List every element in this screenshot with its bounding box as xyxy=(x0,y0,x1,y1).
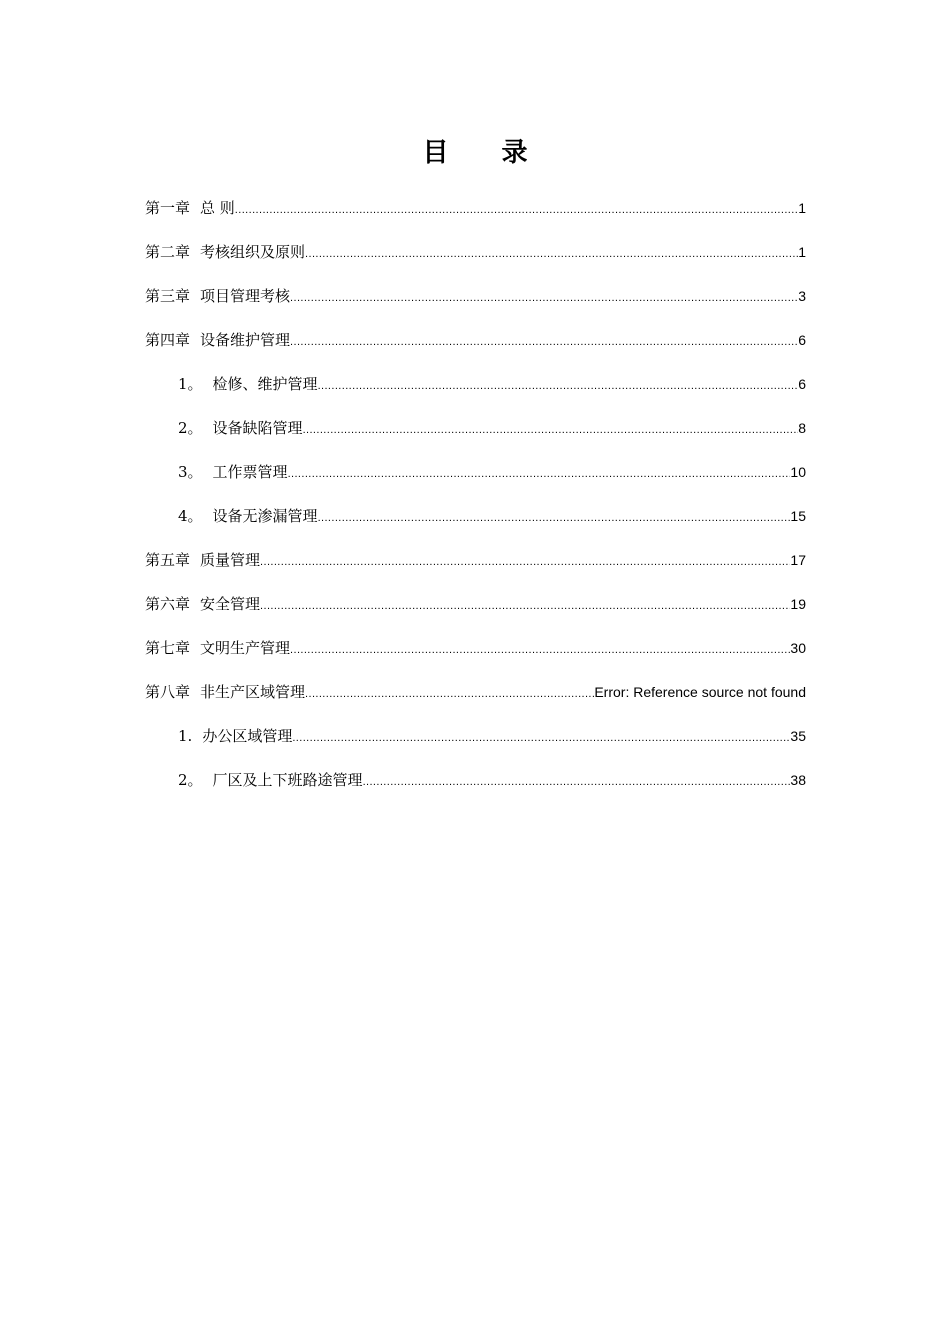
toc-dot-leader xyxy=(363,770,791,794)
toc-dot-leader xyxy=(260,594,790,618)
toc-entry-chapter-3[interactable] xyxy=(145,284,806,328)
toc-entry-title: 项目管理考核 xyxy=(200,287,291,305)
toc-entry-page: 10 xyxy=(790,464,806,480)
toc-entry-number: 第四章 xyxy=(145,331,191,349)
toc-list xyxy=(145,196,806,812)
toc-entry-page: 1 xyxy=(798,200,806,216)
toc-entry-title: 设备缺陷管理 xyxy=(212,419,303,437)
toc-entry-title: 厂区及上下班路途管理 xyxy=(212,771,363,789)
toc-entry-section-4-1[interactable] xyxy=(145,372,806,416)
toc-entry-number: 第三章 xyxy=(145,287,191,305)
toc-entry-title: 办公区域管理 xyxy=(202,727,293,745)
toc-dot-leader xyxy=(318,374,799,398)
toc-entry-title: 工作票管理 xyxy=(212,463,288,481)
toc-dot-leader xyxy=(318,506,791,530)
toc-entry-page: 17 xyxy=(790,552,806,568)
toc-entry-title: 总 则 xyxy=(200,199,235,217)
toc-dot-leader xyxy=(305,242,798,266)
toc-dot-leader xyxy=(303,418,799,442)
toc-entry-title: 质量管理 xyxy=(200,551,261,569)
toc-entry-page-error: Error: Reference source not found xyxy=(594,684,806,700)
toc-entry-number: 4。 xyxy=(178,507,203,525)
toc-entry-page: 15 xyxy=(790,508,806,524)
toc-entry-page: 38 xyxy=(790,772,806,788)
toc-entry-section-4-2[interactable] xyxy=(145,416,806,460)
toc-entry-section-8-1[interactable] xyxy=(145,724,806,768)
toc-entry-section-4-3[interactable] xyxy=(145,460,806,504)
toc-entry-page: 1 xyxy=(798,244,806,260)
toc-entry-chapter-6[interactable] xyxy=(145,592,806,636)
toc-title: 目 录 xyxy=(422,138,550,168)
toc-entry-page: 6 xyxy=(798,332,806,348)
toc-entry-title: 检修、维护管理 xyxy=(212,375,318,393)
toc-entry-number: 第七章 xyxy=(145,639,191,657)
toc-dot-leader xyxy=(290,286,798,310)
toc-entry-page: 8 xyxy=(798,420,806,436)
toc-entry-chapter-2[interactable] xyxy=(145,240,806,284)
toc-entry-chapter-7[interactable] xyxy=(145,636,806,680)
toc-entry-section-8-2[interactable] xyxy=(145,768,806,812)
toc-entry-page: 19 xyxy=(790,596,806,612)
toc-entry-chapter-1[interactable] xyxy=(145,196,806,240)
toc-entry-number: 第八章 xyxy=(145,683,191,701)
toc-entry-section-4-4[interactable] xyxy=(145,504,806,548)
toc-entry-number: 1。 xyxy=(178,375,203,393)
toc-entry-title: 考核组织及原则 xyxy=(200,243,306,261)
toc-entry-title: 文明生产管理 xyxy=(200,639,291,657)
toc-entry-number: 1. xyxy=(178,727,193,745)
toc-entry-number: 2。 xyxy=(178,771,203,789)
toc-entry-number: 3。 xyxy=(178,463,203,481)
toc-entry-number: 2。 xyxy=(178,419,203,437)
toc-entry-chapter-8[interactable] xyxy=(145,680,806,724)
toc-entry-title: 安全管理 xyxy=(200,595,261,613)
toc-entry-number: 第一章 xyxy=(145,199,191,217)
toc-entry-chapter-4[interactable] xyxy=(145,328,806,372)
toc-entry-title: 非生产区域管理 xyxy=(200,683,306,701)
toc-dot-leader xyxy=(290,638,790,662)
toc-entry-page: 30 xyxy=(790,640,806,656)
toc-entry-title: 设备维护管理 xyxy=(200,331,291,349)
toc-dot-leader xyxy=(292,726,790,750)
toc-dot-leader xyxy=(288,462,791,486)
toc-entry-chapter-5[interactable] xyxy=(145,548,806,592)
toc-entry-page: 3 xyxy=(798,288,806,304)
toc-dot-leader xyxy=(290,330,798,354)
toc-entry-title: 设备无渗漏管理 xyxy=(212,507,318,525)
toc-entry-number: 第六章 xyxy=(145,595,191,613)
toc-dot-leader xyxy=(260,550,790,574)
toc-dot-leader xyxy=(305,682,594,706)
toc-entry-number: 第五章 xyxy=(145,551,191,569)
toc-entry-number: 第二章 xyxy=(145,243,191,261)
toc-entry-page: 6 xyxy=(798,376,806,392)
toc-entry-page: 35 xyxy=(790,728,806,744)
toc-dot-leader xyxy=(235,198,798,222)
